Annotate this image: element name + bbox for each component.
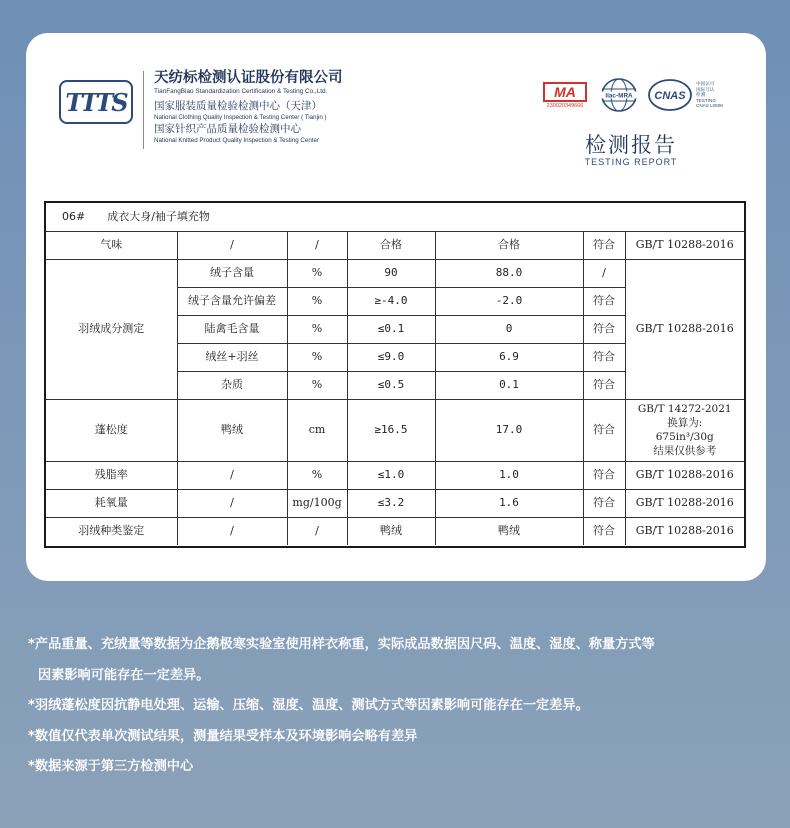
unit-cell: % [287, 343, 347, 371]
standard-line: 换算为: [667, 417, 703, 429]
result-cell: 0 [435, 315, 583, 343]
standard-cell [625, 399, 744, 461]
report-subtitle: TESTING REPORT [584, 157, 678, 167]
result-cell: 1.0 [435, 461, 583, 489]
ilac-mark [599, 77, 639, 113]
sample-code: 06# [62, 209, 86, 223]
cnas-caption-line: 检测 [696, 92, 706, 98]
requirement-cell: ≤1.0 [347, 461, 435, 489]
unit-cell: / [287, 517, 347, 545]
sub-item-cell: / [177, 489, 287, 517]
verdict-cell: / [583, 259, 625, 287]
center2-cn: 国家针织产品质量检验检测中心 [154, 123, 301, 135]
unit-cell: / [287, 231, 347, 259]
table-row [46, 259, 744, 287]
sample-row [46, 203, 744, 231]
sub-item-cell: 绒子含量允许偏差 [177, 287, 287, 315]
unit-cell: mg/100g [287, 489, 347, 517]
org-name-cn: 天纺标检测认证股份有限公司 [154, 70, 343, 86]
ilac-globe-icon [599, 77, 639, 113]
item-cell: 羽绒种类鉴定 [46, 517, 177, 545]
table-row [46, 461, 744, 489]
ma-number: 230020349666 [546, 102, 584, 109]
requirement-cell: 90 [347, 259, 435, 287]
unit-cell: cm [287, 399, 347, 461]
result-cell: 0.1 [435, 371, 583, 399]
logo-text: TTTS [65, 87, 127, 117]
standard-line: 结果仅供参考 [653, 445, 717, 457]
ilac-label: ilac-MRA [605, 92, 633, 100]
center1-cn: 国家服装质量检验检测中心（天津） [154, 100, 322, 112]
sub-item-cell: 绒丝+羽丝 [177, 343, 287, 371]
result-cell: 88.0 [435, 259, 583, 287]
certification-marks [543, 77, 723, 113]
standard-cell: GB/T 10288-2016 [625, 259, 744, 399]
sub-item-cell: 陆禽毛含量 [177, 315, 287, 343]
requirement-cell: ≤0.5 [347, 371, 435, 399]
requirement-cell: 鸭绒 [347, 517, 435, 545]
verdict-cell: 符合 [583, 315, 625, 343]
unit-cell: % [287, 371, 347, 399]
note-line: *数据来源于第三方检测中心 [28, 759, 194, 774]
standard-cell: GB/T 10288-2016 [625, 231, 744, 259]
report-title: 检测报告 [585, 133, 677, 157]
note-line: *产品重量、充绒量等数据为企鹅极寒实验室使用样衣称重，实际成品数据因尺码、温度、湿度、称量方式等 [28, 637, 655, 652]
result-cell: -2.0 [435, 287, 583, 315]
result-cell: 合格 [435, 231, 583, 259]
organization-block [154, 69, 343, 146]
verdict-cell: 符合 [583, 489, 625, 517]
test-results-table [44, 201, 746, 548]
note-line: 因素影响可能存在一定差异。 [38, 667, 210, 683]
requirement-cell: ≤9.0 [347, 343, 435, 371]
center2-en: National Knitted Product Quality Inspection & Testing Center [154, 137, 319, 144]
ma-mark [543, 82, 587, 109]
verdict-cell: 符合 [583, 461, 625, 489]
item-cell: 气味 [46, 231, 177, 259]
cnas-caption-line: CNAS L0608 [696, 103, 723, 109]
report-card [26, 33, 766, 581]
cnas-caption-line: TESTING [696, 97, 716, 103]
standard-cell: GB/T 10288-2016 [625, 517, 744, 545]
ttts-logo [59, 80, 133, 124]
unit-cell: % [287, 315, 347, 343]
unit-cell: % [287, 287, 347, 315]
item-cell: 羽绒成分测定 [46, 259, 177, 399]
item-cell: 残脂率 [46, 461, 177, 489]
sub-item-cell: 鸭绒 [177, 399, 287, 461]
verdict-cell: 符合 [583, 343, 625, 371]
sub-item-cell: / [177, 231, 287, 259]
requirement-cell: ≤3.2 [347, 489, 435, 517]
cnas-caption-line: 国际互认 [696, 86, 715, 92]
requirement-cell: ≥16.5 [347, 399, 435, 461]
center1-en: National Clothing Quality Inspection & Testing Center ( Tianjin ) [154, 114, 327, 121]
item-cell: 耗氧量 [46, 489, 177, 517]
cnas-caption-line: 中国认可 [696, 81, 715, 87]
verdict-cell: 符合 [583, 399, 625, 461]
result-cell: 6.9 [435, 343, 583, 371]
table-row [46, 517, 744, 545]
note-line: *数值仅代表单次测试结果，测量结果受样本及环境影响会略有差异 [28, 728, 418, 744]
header-divider [143, 71, 144, 149]
result-cell: 1.6 [435, 489, 583, 517]
verdict-cell: 符合 [583, 371, 625, 399]
result-cell: 17.0 [435, 399, 583, 461]
note-line: *羽绒蓬松度因抗静电处理、运输、压缩、湿度、温度、测试方式等因素影响可能存在一定差异。 [28, 698, 589, 713]
sub-item-cell: 杂质 [177, 371, 287, 399]
standard-line: 675in³/30g [655, 431, 714, 443]
ma-label: MA [554, 83, 576, 100]
standard-cell: GB/T 10288-2016 [625, 489, 744, 517]
standard-line: GB/T 14272-2021 [637, 403, 732, 415]
requirement-cell: ≤0.1 [347, 315, 435, 343]
table-row [46, 399, 744, 461]
unit-cell: % [287, 259, 347, 287]
requirement-cell: ≥-4.0 [347, 287, 435, 315]
unit-cell: % [287, 461, 347, 489]
cnas-badge-icon [647, 78, 693, 112]
ma-icon [543, 82, 587, 102]
cnas-label: CNAS [654, 90, 686, 102]
org-name-en: TianFangBiao Standardization Certification & Testing Co.,Ltd. [154, 88, 328, 95]
cnas-mark [647, 78, 723, 112]
sub-item-cell: / [177, 517, 287, 545]
item-cell: 蓬松度 [46, 399, 177, 461]
sub-item-cell: / [177, 461, 287, 489]
standard-cell: GB/T 10288-2016 [625, 461, 744, 489]
disclaimer-notes [28, 630, 778, 783]
verdict-cell: 符合 [583, 517, 625, 545]
requirement-cell: 合格 [347, 231, 435, 259]
sample-cell [46, 203, 744, 231]
table-row [46, 231, 744, 259]
verdict-cell: 符合 [583, 231, 625, 259]
sample-name: 成衣大身/袖子填充物 [107, 209, 210, 223]
cnas-caption [696, 81, 723, 109]
sub-item-cell: 绒子含量 [177, 259, 287, 287]
table-row [46, 489, 744, 517]
verdict-cell: 符合 [583, 287, 625, 315]
result-cell: 鸭绒 [435, 517, 583, 545]
